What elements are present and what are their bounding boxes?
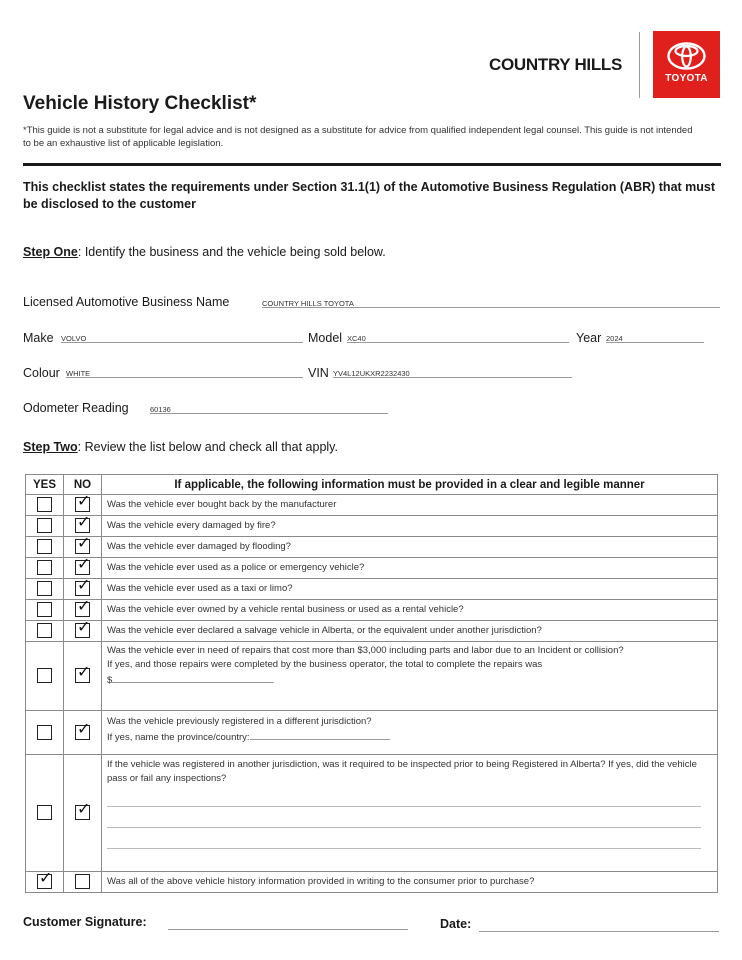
odometer-field[interactable] — [150, 399, 388, 414]
table-row — [26, 600, 718, 621]
step-two-text: : Review the list below and check all that apply. — [77, 440, 338, 454]
no-checkbox[interactable]: ✓ — [77, 598, 91, 616]
inspection-notes-line[interactable] — [107, 786, 701, 807]
province-country-field[interactable] — [250, 729, 390, 740]
year-value: 2024 — [606, 334, 623, 343]
no-checkbox[interactable]: ✓ — [77, 556, 91, 574]
question-text: Was all of the above vehicle history information provided in writing to the consumer prior to purchase? — [102, 872, 718, 893]
customer-signature-field[interactable] — [168, 915, 408, 930]
question-text: Was the vehicle every damaged by fire? — [102, 516, 718, 537]
question-text: Was the vehicle ever in need of repairs that cost more than $3,000 including parts and labor due to an Incident or collision? — [107, 645, 624, 656]
toyota-emblem-icon — [667, 42, 706, 70]
question-cell — [102, 755, 718, 872]
table-row — [26, 558, 718, 579]
repair-amount-field[interactable] — [112, 672, 274, 683]
question-text: Was the vehicle ever declared a salvage vehicle in Alberta, or the equivalent under another jurisdiction? — [102, 621, 718, 642]
yes-checkbox[interactable] — [37, 725, 52, 740]
model-label: Model — [308, 331, 343, 345]
table-row — [26, 516, 718, 537]
province-row — [107, 729, 715, 745]
yes-checkbox[interactable] — [37, 668, 52, 683]
step-one-label: Step One — [23, 245, 78, 259]
no-checkbox[interactable]: ✓ — [77, 801, 91, 819]
yes-checkbox[interactable] — [37, 805, 52, 820]
yes-checkbox[interactable] — [37, 623, 52, 638]
business-name-label: Licensed Automotive Business Name — [23, 295, 230, 309]
step-one-heading — [23, 245, 386, 259]
make-label: Make — [23, 331, 54, 345]
date-label: Date: — [440, 917, 472, 931]
brand-divider — [639, 32, 640, 98]
amount-prefix: $ — [107, 675, 113, 686]
legal-disclaimer: *This guide is not a substitute for legal advice and is not designed as a substitute for advice from qualified independent legal counsel. This guide is not intended to be an exhaustive list of applicable legislation. — [23, 125, 693, 149]
make-field[interactable] — [61, 328, 303, 343]
table-row — [26, 495, 718, 516]
year-field[interactable] — [606, 328, 704, 343]
no-checkbox[interactable]: ✓ — [77, 619, 91, 637]
dealer-name: COUNTRY HILLS — [489, 55, 623, 74]
repair-amount-row — [107, 672, 715, 688]
question-text: Was the vehicle ever bought back by the manufacturer — [102, 495, 718, 516]
toyota-wordmark: TOYOTA — [665, 73, 708, 84]
no-checkbox[interactable]: ✓ — [77, 664, 91, 682]
customer-signature-label: Customer Signature: — [23, 915, 147, 929]
model-value: XC40 — [347, 334, 366, 343]
inspection-notes-line[interactable] — [107, 807, 701, 828]
no-checkbox[interactable] — [75, 874, 90, 889]
question-text: Was the vehicle ever used as a police or emergency vehicle? — [102, 558, 718, 579]
yes-checkbox[interactable] — [37, 560, 52, 575]
business-name-value: COUNTRY HILLS TOYOTA — [262, 299, 354, 308]
yes-checkbox[interactable] — [37, 518, 52, 533]
question-followup: If yes, name the province/country: — [107, 732, 250, 743]
odometer-label: Odometer Reading — [23, 401, 129, 415]
yes-column-header: YES — [26, 475, 64, 495]
odometer-value: 60136 — [150, 405, 171, 414]
question-text: Was the vehicle ever damaged by flooding? — [102, 537, 718, 558]
question-cell — [102, 711, 718, 755]
step-one-text: : Identify the business and the vehicle being sold below. — [77, 245, 386, 259]
business-name-field[interactable] — [262, 293, 720, 308]
inspection-notes-line[interactable] — [107, 828, 701, 849]
step-two-heading — [23, 440, 338, 454]
yes-checkbox[interactable] — [37, 602, 52, 617]
question-text: Was the vehicle ever owned by a vehicle rental business or used as a rental vehicle? — [102, 600, 718, 621]
yes-checkbox[interactable] — [37, 581, 52, 596]
vin-field[interactable] — [333, 363, 572, 378]
vin-label: VIN — [308, 366, 329, 380]
vehicle-history-checklist — [25, 474, 718, 893]
no-column-header: NO — [64, 475, 102, 495]
colour-field[interactable] — [66, 363, 303, 378]
model-field[interactable] — [347, 328, 569, 343]
yes-checkbox[interactable] — [37, 497, 52, 512]
question-text: If the vehicle was registered in another jurisdiction, was it required to be inspected prior to being Registered in Alberta? If yes, did the vehicle pass or fail any inspections? — [107, 759, 697, 784]
year-label: Year — [576, 331, 602, 345]
question-followup: If yes, and those repairs were completed by the business operator, the total to complete the repairs was — [107, 659, 543, 670]
page-title: Vehicle History Checklist* — [23, 93, 257, 114]
table-row — [26, 872, 718, 893]
table-row — [26, 642, 718, 711]
table-row — [26, 579, 718, 600]
question-text: Was the vehicle previously registered in a different jurisdiction? — [107, 716, 372, 727]
vin-value: YV4L12UKXR2232430 — [333, 369, 410, 378]
yes-checkbox[interactable]: ✓ — [39, 870, 53, 888]
table-row — [26, 755, 718, 872]
question-cell — [102, 642, 718, 711]
no-checkbox[interactable]: ✓ — [77, 514, 91, 532]
section-divider — [23, 163, 721, 166]
date-field[interactable] — [479, 917, 719, 932]
step-two-label: Step Two — [23, 440, 78, 454]
info-column-header: If applicable, the following information must be provided in a clear and legible manner — [102, 475, 718, 495]
question-text: Was the vehicle ever used as a taxi or limo? — [102, 579, 718, 600]
no-checkbox[interactable]: ✓ — [77, 720, 91, 738]
no-checkbox[interactable]: ✓ — [77, 535, 91, 553]
checklist-header-row — [26, 475, 718, 495]
colour-value: WHITE — [66, 369, 91, 378]
yes-checkbox[interactable] — [37, 539, 52, 554]
colour-label: Colour — [23, 366, 60, 380]
toyota-logo — [653, 31, 720, 98]
no-checkbox[interactable]: ✓ — [77, 493, 91, 511]
intro-statement: This checklist states the requirements under Section 31.1(1) of the Automotive Business Regulation (ABR) that must be disclosed to the customer — [23, 180, 716, 211]
table-row — [26, 711, 718, 755]
make-value: VOLVO — [61, 334, 87, 343]
table-row — [26, 537, 718, 558]
table-row — [26, 621, 718, 642]
no-checkbox[interactable]: ✓ — [77, 577, 91, 595]
